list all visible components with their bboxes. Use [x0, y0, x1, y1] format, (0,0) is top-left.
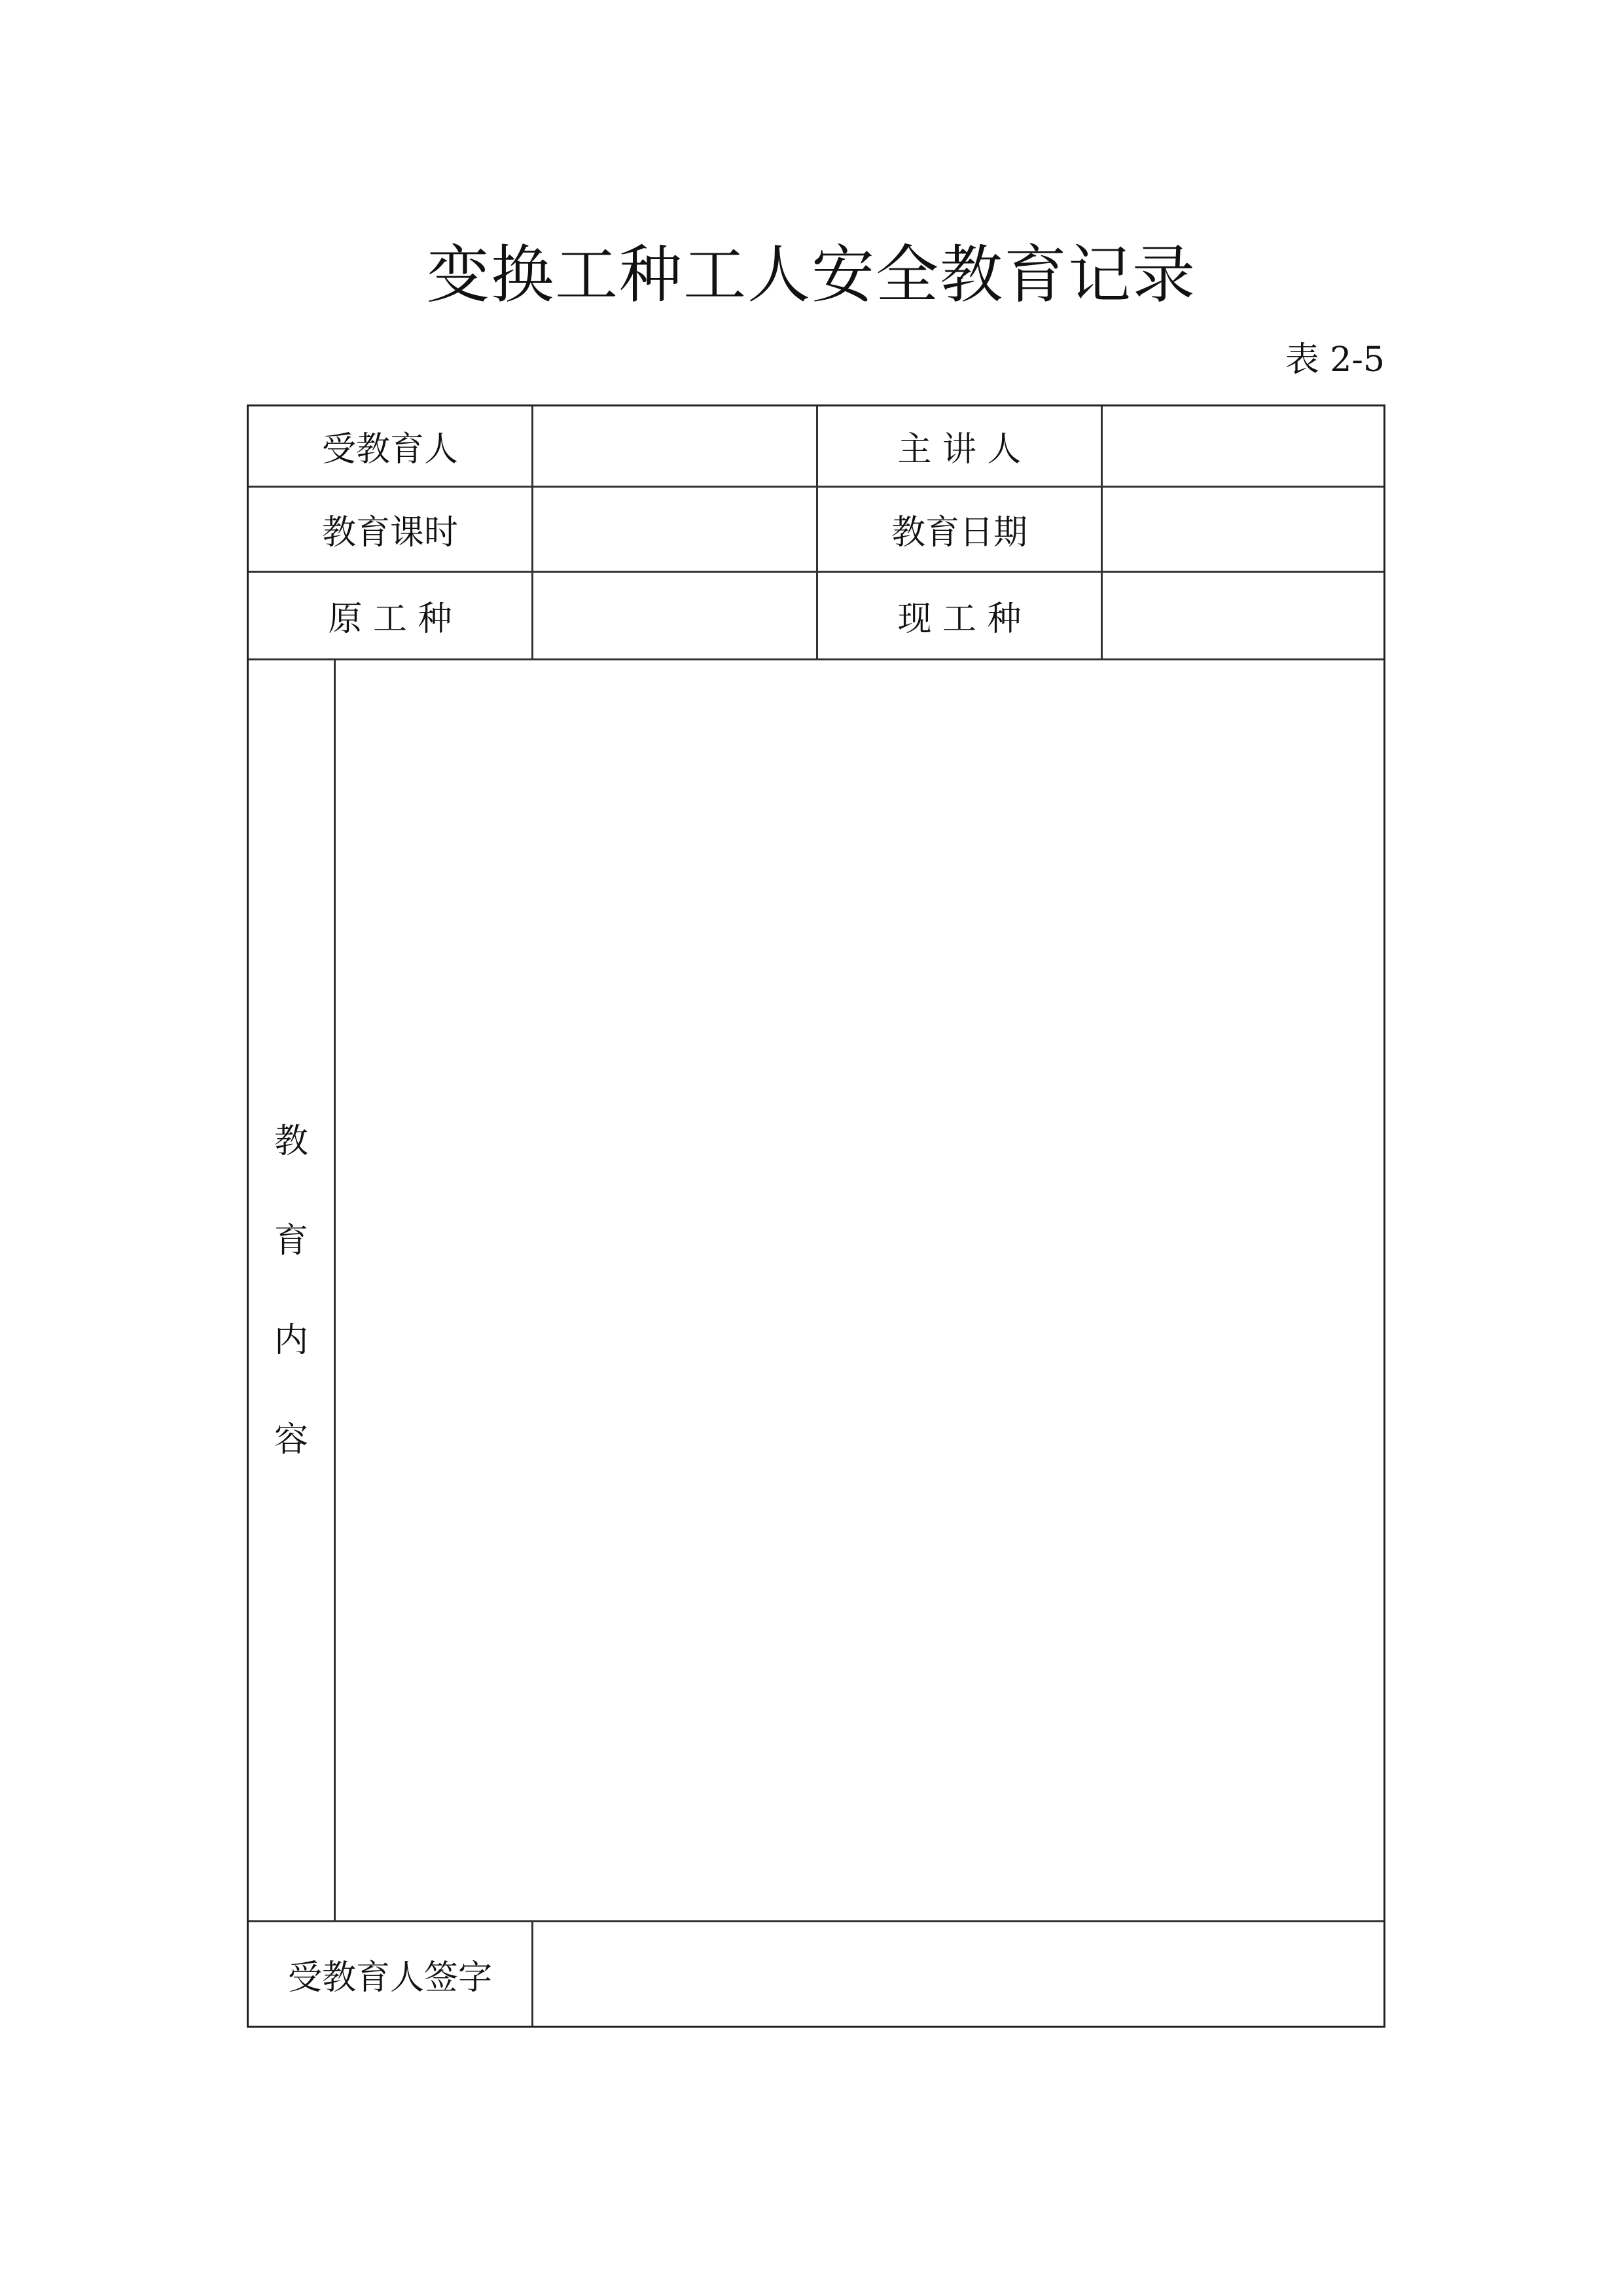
content-label-char: 育 [274, 1221, 308, 1261]
training-hours-label: 教育课时 [249, 488, 533, 573]
lecturer-label: 主 讲 人 [818, 406, 1103, 488]
document-title: 变换工种工人安全教育记录 [427, 238, 1196, 312]
trainee-signature-label: 受教育人签字 [249, 1922, 533, 2026]
education-content-label [249, 660, 334, 1920]
current-job-field[interactable] [1103, 573, 1383, 660]
trainee-signature-field[interactable] [533, 1922, 1383, 2026]
education-content-label-cell [249, 660, 336, 1922]
trainee-label: 受教育人 [249, 406, 533, 488]
original-job-field[interactable] [533, 573, 818, 660]
table-number: 表 2-5 [1285, 340, 1385, 380]
education-content-field[interactable] [336, 660, 1383, 1922]
lecturer-field[interactable] [1103, 406, 1383, 488]
training-date-label: 教育日期 [818, 488, 1103, 573]
content-label-char: 容 [274, 1420, 308, 1460]
content-label-char: 教 [274, 1121, 308, 1161]
original-job-label: 原 工 种 [249, 573, 533, 660]
training-date-field[interactable] [1103, 488, 1383, 573]
training-hours-field[interactable] [533, 488, 818, 573]
content-label-char: 内 [274, 1320, 308, 1360]
current-job-label: 现 工 种 [818, 573, 1103, 660]
safety-education-form [247, 404, 1385, 2028]
trainee-field[interactable] [533, 406, 818, 488]
